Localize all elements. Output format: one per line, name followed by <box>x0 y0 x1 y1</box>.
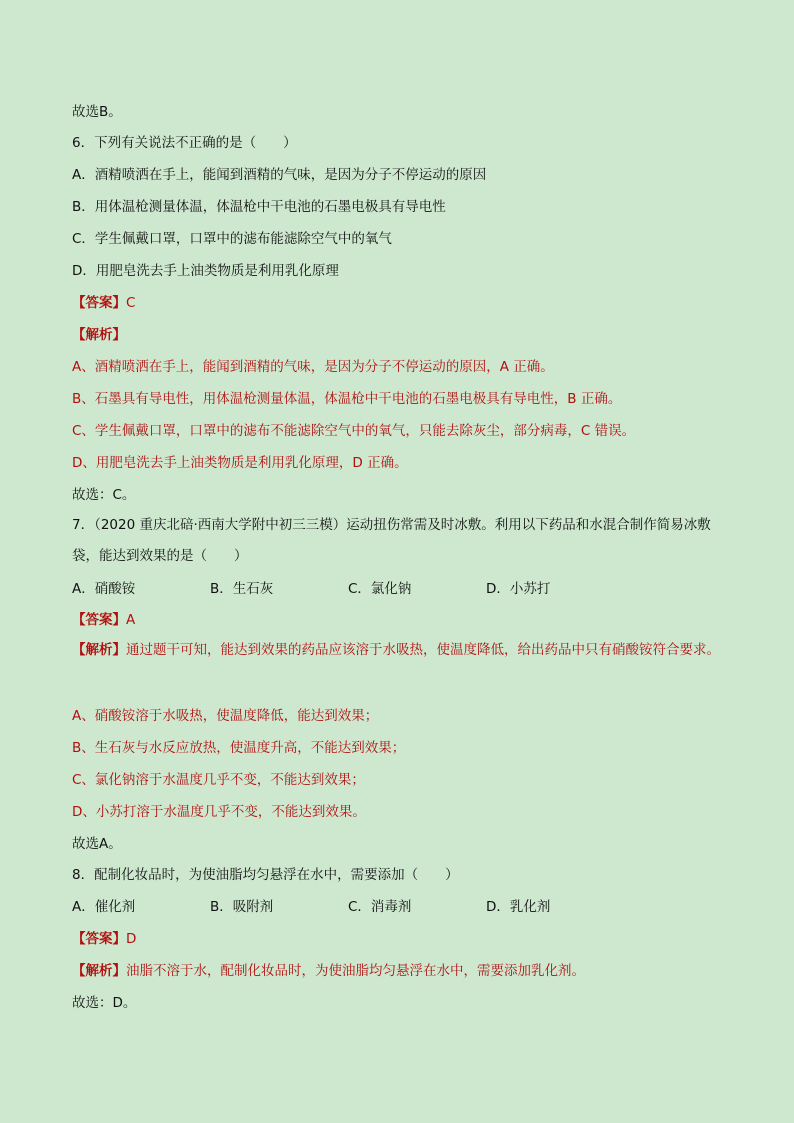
q7-answer <box>72 611 135 629</box>
analysis-text: 油脂不溶于水，配制化妆品时，为使油脂均匀悬浮在水中，需要添加乳化剂。 <box>126 963 585 979</box>
q7-analysis <box>72 635 724 666</box>
prev-conclusion: 故选B。 <box>72 104 122 120</box>
q8-options <box>72 898 550 916</box>
analysis-text: 通过题干可知，能达到效果的药品应该溶于水吸热，使温度降低，给出药品中只有硝酸铵符合要求。 <box>126 642 720 658</box>
q7-conclusion: 故选A。 <box>72 836 122 852</box>
q7-options <box>72 580 550 598</box>
question-7: 7．（2020 重庆北碚·西南大学附中初三三模）运动扭伤常需及时冰敷。利用以下药品和水混合制作简易冰敷袋，能达到效果的是（ ） <box>72 517 711 564</box>
q7-explain-c: C、氯化钠溶于水温度几乎不变，不能达到效果； <box>72 772 365 788</box>
analysis-tag: 【解析】 <box>72 963 126 979</box>
q6-explain-d: D、用肥皂洗去手上油类物质是利用乳化原理，D 正确。 <box>72 455 408 471</box>
q6-answer <box>72 294 135 312</box>
answer-tag: 【答案】 <box>72 612 126 628</box>
q8-option-b: B．吸附剂 <box>210 899 274 915</box>
q7-explain-d: D、小苏打溶于水温度几乎不变，不能达到效果。 <box>72 804 366 820</box>
analysis-tag: 【解析】 <box>72 642 126 658</box>
q6-option-b: B．用体温枪测量体温，体温枪中干电池的石墨电极具有导电性 <box>72 199 446 215</box>
q8-option-a: A．催化剂 <box>72 899 136 915</box>
q7-option-a: A．硝酸铵 <box>72 581 136 597</box>
question-6: 6．下列有关说法不正确的是（ ） <box>72 135 297 151</box>
q6-option-c: C．学生佩戴口罩，口罩中的滤布能滤除空气中的氧气 <box>72 231 392 247</box>
answer-value: A <box>126 612 136 628</box>
q8-option-d: D．乳化剂 <box>486 899 551 915</box>
answer-tag: 【答案】 <box>72 931 126 947</box>
q7-option-c: C．氯化钠 <box>348 581 412 597</box>
q6-option-a: A．酒精喷洒在手上，能闻到酒精的气味，是因为分子不停运动的原因 <box>72 167 487 183</box>
q6-option-d: D．用肥皂洗去手上油类物质是利用乳化原理 <box>72 263 339 279</box>
analysis-tag: 【解析】 <box>72 327 126 343</box>
answer-tag: 【答案】 <box>72 295 126 311</box>
q8-answer <box>72 930 136 948</box>
q7-option-b: B．生石灰 <box>210 581 274 597</box>
q8-option-c: C．消毒剂 <box>348 899 412 915</box>
q7-explain-a: A、硝酸铵溶于水吸热，使温度降低，能达到效果； <box>72 708 379 724</box>
q8-conclusion: 故选：D。 <box>72 995 137 1011</box>
answer-value: C <box>126 295 136 311</box>
q6-explain-b: B、石墨具有导电性，用体温枪测量体温，体温枪中干电池的石墨电极具有导电性，B 正确。 <box>72 391 622 407</box>
q7-option-d: D．小苏打 <box>486 581 551 597</box>
question-8: 8．配制化妆品时，为使油脂均匀悬浮在水中，需要添加（ ） <box>72 867 459 883</box>
q8-analysis <box>72 962 585 980</box>
answer-value: D <box>126 931 137 947</box>
q6-conclusion: 故选：C。 <box>72 487 136 503</box>
q6-explain-c: C、学生佩戴口罩，口罩中的滤布不能滤除空气中的氧气，只能去除灰尘，部分病毒，C 错误。 <box>72 423 636 439</box>
q7-explain-b: B、生石灰与水反应放热，使温度升高，不能达到效果； <box>72 740 406 756</box>
q6-analysis-tag <box>72 326 126 344</box>
q6-explain-a: A、酒精喷洒在手上，能闻到酒精的气味，是因为分子不停运动的原因，A 正确。 <box>72 359 554 375</box>
